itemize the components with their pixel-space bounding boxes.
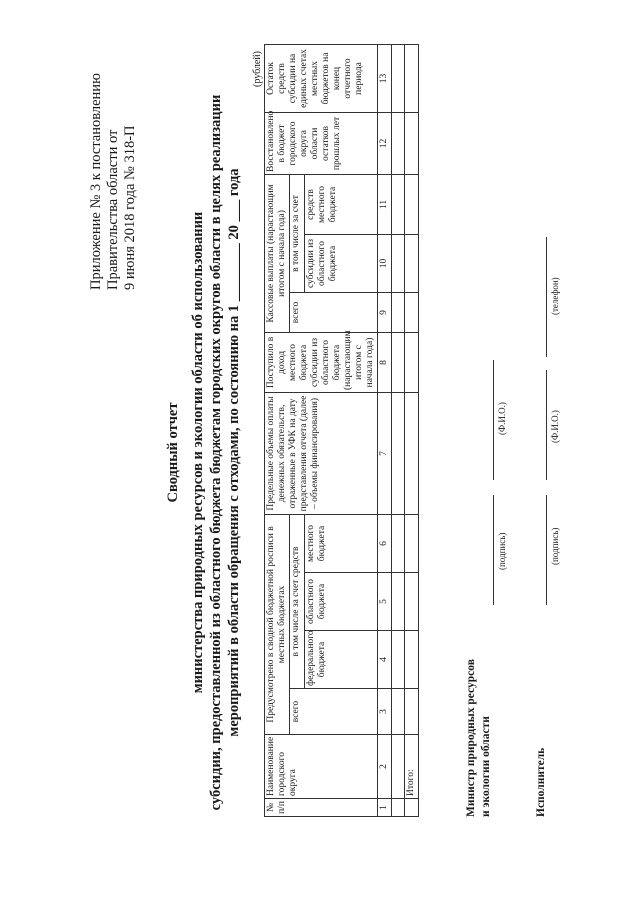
report-subtitle-1: министерства природных ресурсов и экологии области об использовании (190, 211, 206, 694)
num-cell: 4 (378, 631, 392, 689)
minister-name-caption: (Ф.И.О.) (497, 402, 507, 435)
report-subtitle-2: субсидии, предоставленной из областного бюджета бюджетам городских округов области в целях реализации (208, 94, 224, 811)
table-row (392, 44, 405, 816)
header-total: всего (290, 689, 378, 735)
header-cash-total: всего (290, 292, 378, 332)
annex-line-3: 9 июня 2018 года № 318-П (122, 125, 138, 290)
executor-name-line (546, 370, 547, 480)
num-cell: 10 (378, 234, 392, 292)
num-cell: 3 (378, 689, 392, 735)
header-limits: Предельные объемы оплаты денежных обязательств, отраженные в УФК на дату представления отчета (далее – объемы финансирования) (265, 392, 378, 514)
executor-name-caption: (Ф.И.О.) (550, 410, 560, 443)
total-label: Итого: (405, 735, 419, 799)
annex-header (88, 60, 139, 290)
report-table (264, 44, 419, 817)
header-restored: Восстановлено в бюджет городского округа области остатков прошлых лет (265, 112, 378, 174)
minister-sign-line (493, 495, 494, 605)
header-name: Наименование городского округа (265, 735, 378, 799)
num-cell: 7 (378, 392, 392, 514)
num-cell: 11 (378, 174, 392, 234)
num-cell: 2 (378, 735, 392, 799)
num-cell: 13 (378, 44, 392, 112)
minister-name-line (493, 360, 494, 480)
num-cell: 9 (378, 292, 392, 332)
units-label: (рублей) (252, 50, 263, 87)
header-incl: в том числе за счет средств (290, 514, 305, 688)
header-fed: федерального бюджета (305, 631, 378, 689)
report-subtitle-3: мероприятий в области обращения с отходами, по состоянию на 1 ________ 20 ___ года (226, 168, 242, 737)
minister-title-2: и экологии области (480, 716, 492, 817)
total-row (405, 44, 419, 816)
executor-sign-caption: (подпись) (550, 527, 560, 565)
header-balance: Остаток средств субсидии на единых счетах местных бюджетов на конец отчетного периода (265, 44, 378, 112)
header-loc: местного бюджета (305, 514, 378, 572)
executor-sign-line (546, 495, 547, 605)
minister-sign-caption: (подпись) (497, 532, 507, 570)
table-number-row (378, 44, 392, 816)
num-cell: 1 (378, 799, 392, 817)
executor-phone-line (546, 237, 547, 357)
executor-phone-caption: (телефон) (550, 277, 560, 315)
executor-label: Исполнитель (535, 747, 547, 817)
header-received: Поступило в доход местного бюджета субсидии из областного бюджета (нарастающим итогом с начала года) (265, 332, 378, 392)
header-cash-sub: субсидии из областного бюджета (305, 234, 378, 292)
num-cell: 12 (378, 112, 392, 174)
num-cell: 5 (378, 573, 392, 631)
report-title: Сводный отчет (165, 402, 181, 503)
annex-line-1: Приложение № 3 к постановлению (88, 73, 104, 290)
num-cell: 8 (378, 332, 392, 392)
annex-line-2: Правительства области от (105, 129, 121, 290)
num-cell: 6 (378, 514, 392, 572)
header-reg: областного бюджета (305, 573, 378, 631)
header-cash: Кассовые выплаты (нарастающим итогом с начала года) (265, 174, 290, 332)
minister-title-1: Министр природных ресурсов (465, 659, 477, 817)
header-cash-incl: в том числе за счет (290, 174, 305, 292)
header-num: № п/п (265, 799, 378, 817)
header-planned: Предусмотрено в сводной бюджетной росписи в местных бюджетах (265, 514, 290, 734)
header-cash-loc: средств местного бюджета (305, 174, 378, 234)
